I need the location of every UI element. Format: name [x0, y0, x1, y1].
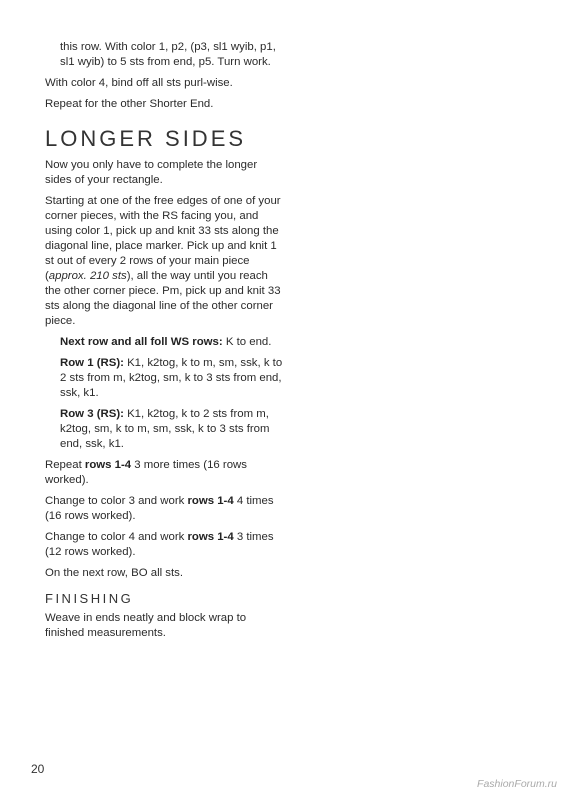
next-row-instruction: Next row and all foll WS rows: K to end. — [60, 336, 272, 348]
longer-sides-para-1: Now you only have to complete the longer sides of your rectangle. — [45, 159, 258, 186]
intro-line-1: this row. With color 1, p2, (p3, sl1 wyib, p1, sl1 wyib) to 5 sts from end, p5. Turn work. — [60, 41, 276, 68]
watermark: FashionForum.ru — [477, 778, 557, 790]
bind-off-instruction: On the next row, BO all sts. — [45, 567, 184, 579]
page-number: 20 — [31, 762, 45, 776]
finishing-text: Weave in ends neatly and block wrap to finished measurements. — [45, 612, 247, 639]
repeat-instruction: Repeat rows 1-4 3 more times (16 rows worked). — [45, 459, 247, 486]
color-4-instruction: Change to color 4 and work rows 1-4 3 times (12 rows worked). — [45, 531, 274, 558]
page-body — [45, 40, 285, 647]
intro-line-2: With color 4, bind off all sts purl-wise. — [45, 77, 233, 89]
longer-sides-para-2: Starting at one of the free edges of one of your corner pieces, with the RS facing you, and using color 1, pick up and knit 33 sts along the diagonal line, place marker. Pick up and knit 1 st out of every 2 rows of your main piece (approx. 210 sts), all the way until you reach the other corner piece. Pm, pick up and knit 33 sts along the diagonal line of the other corner piece. — [45, 195, 281, 327]
intro-line-3: Repeat for the other Shorter End. — [45, 98, 214, 110]
finishing-heading: FINISHING — [45, 591, 134, 606]
row-1-instruction: Row 1 (RS): K1, k2tog, k to m, sm, ssk, k to 2 sts from m, k2tog, sm, k to 3 sts from end, ssk, k1. — [60, 357, 283, 399]
color-3-instruction: Change to color 3 and work rows 1-4 4 times (16 rows worked). — [45, 495, 274, 522]
row-3-instruction: Row 3 (RS): K1, k2tog, k to 2 sts from m, k2tog, sm, k to m, sm, ssk, k to 3 sts from end, ssk, k1. — [60, 408, 270, 450]
longer-sides-heading: LONGER SIDES — [45, 126, 247, 151]
